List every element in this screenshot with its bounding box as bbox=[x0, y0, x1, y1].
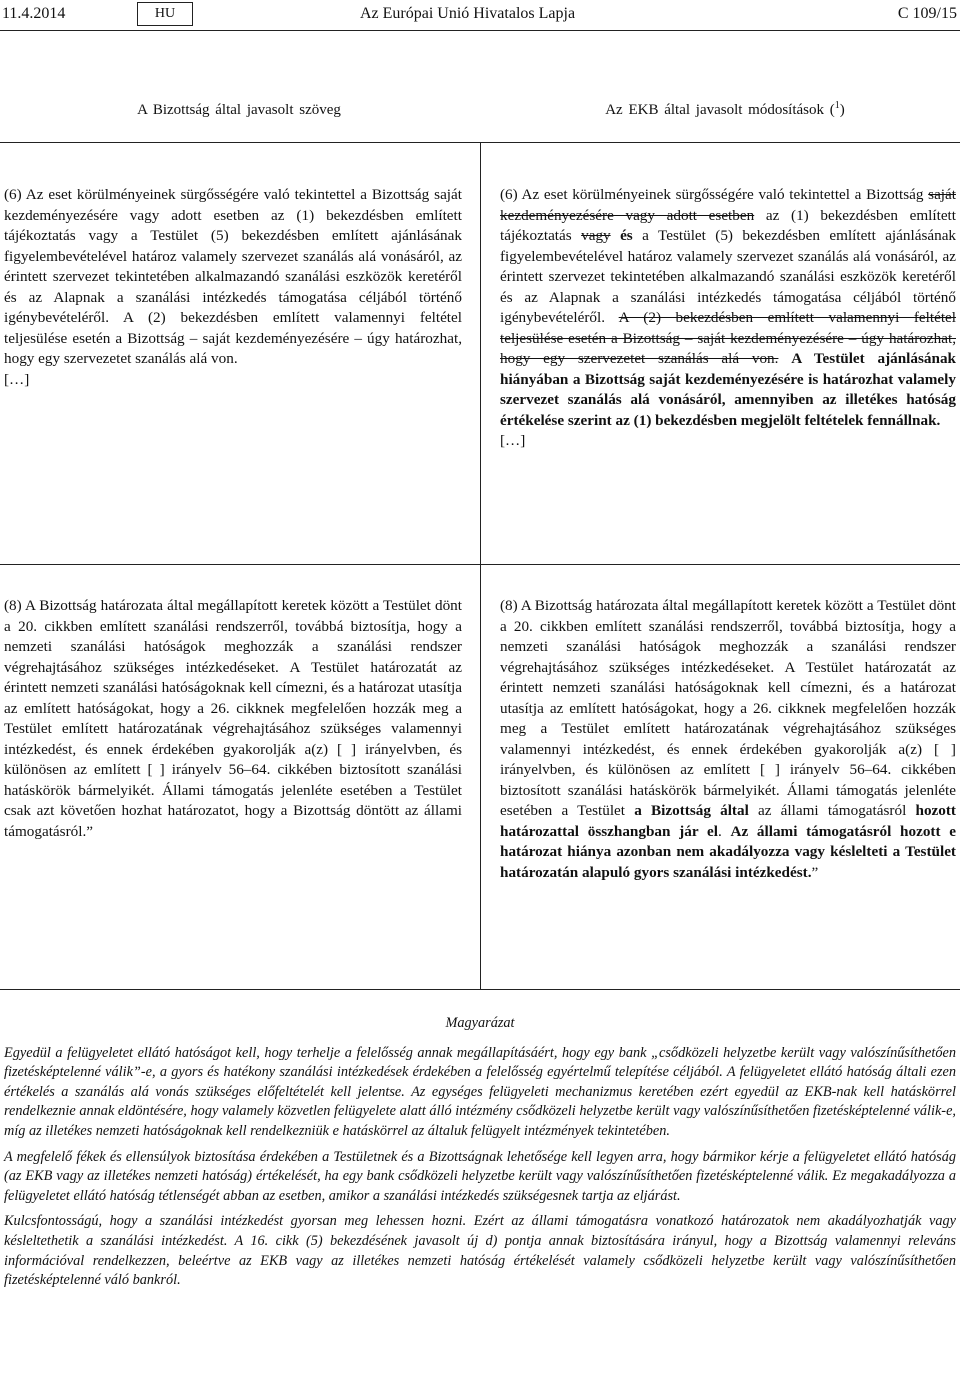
row1-right-ellipsis: […] bbox=[500, 432, 526, 449]
row1-right-deletion-1: saját kezdeményezésére vagy adott esetben bbox=[500, 186, 956, 224]
column-divider-1 bbox=[480, 142, 481, 564]
row2-right-cell bbox=[500, 596, 956, 883]
row2-left-cell bbox=[4, 596, 462, 842]
left-column-heading bbox=[4, 100, 474, 120]
row2-right-insertion-1: a Bizottság által bbox=[634, 802, 749, 819]
row2-left-text: (8) A Bizottság határozata által megállapított keretek között a Testület dönt a 20. cikkben említett szanálási rendszerről, továbbá biztosítja, hogy a nemzeti szanálási hatóságok meghozzák a szanálási rendszer végrehajtásához szükséges intézkedéseket. A Testület határozatát az érintett nemzeti szanálási hatóságoknak kell címezni, és a határozat utasítja az említett hatóságokat, hogy a 26. cikknek megfelelően hozzák meg a Testület említett határozatának végrehajtásához szükséges valamennyi intézkedést, és ennek érdekében gyakorolják a(z) [ ] irányelvben, és különösen az említett [ ] irányelv 56–64. cikkében biztosított szanálási hatáskörök bármelyikét. Állami támogatás jelenléte esetében a Testület csak azt követően hozhat határozatot, hogy a Bizottság döntött az állami támogatásról.” bbox=[4, 597, 462, 840]
footnote-ref[interactable]: 1 bbox=[834, 100, 840, 111]
row1-left-text: (6) Az eset körülményeinek sürgősségére való tekintettel a Bizottság saját kezdeményezésére vagy adott esetben az (1) bekezdésben említett tájékoztatás vagy a Testület (5) bekezdésben említett ajánlásának figyelembevételével határoz valamely szervezet szanálás alá vonásáról, az érintett szervezet tekintetében alkalmazandó szanálási eszközök keretéről és az Alapnak a szanálási intézkedés támogatása céljából történő igénybevételéről. A (2) bekezdésben említett valamennyi feltétel teljesülése esetén a Bizottság – saját kezdeményezésére – úgy határozhat, hogy egy szervezetet szanálás alá von. bbox=[4, 186, 462, 367]
row1-right-part-b: az (1) bekezdésben említett tájékoztatás bbox=[500, 206, 956, 244]
row1-right-insertion-2: A Testület ajánlásának hiányában a Bizottság saját kezdeményezésére is határozhat valamely szervezet szanálás alá vonásáról, amennyiben az illetékes hatóság értékelése szerint az (1) bekezdésben megjelölt feltételek fennállnak. bbox=[500, 350, 956, 429]
row2-right-insertion-2: hozott határozattal összhangban jár el bbox=[500, 802, 956, 840]
row2-right-insertion-3: Az állami támogatásról hozott e határozat hiánya azonban nem akadályozza vagy késlelteti a Testület határozatán alapuló gyors szanálási intézkedést. bbox=[500, 822, 956, 881]
row2-right-part-a: (8) A Bizottság határozata által megállapított keretek között a Testület dönt a 20. cikkben említett szanálási rendszerről, továbbá biztosítja, hogy a nemzeti szanálási hatóságok meghozzák a szanálási rendszer végrehajtásához szükséges intézkedéseket. A Testület határozatát az érintett nemzeti szanálási hatóságoknak kell címezni, és a határozat utasítja az említett hatóságokat, hogy a 26. cikknek megfelelően hozzák meg a Testület említett határozatának végrehajtásához szükséges valamennyi intézkedést, és ennek érdekében gyakorolják a(z) [ ] irányelvben, és különösen az említett [ ] irányelv 56–64. cikkében biztosított szanálási hatáskörök bármelyikét. Állami támogatás jelenléte esetében a Testület bbox=[500, 597, 956, 819]
column-divider-2 bbox=[480, 564, 481, 989]
explanation-paragraph-2: A megfelelő fékek és ellensúlyok biztosítása érdekében a Testületnek és a Bizottságnak lehetősége kell legyen arra, hogy bármikor kérje a felügyeletet ellátó hatóság (az EKB vagy az illetékes nemzeti hatóság) értékelését, ha egy bank csődközeli helyzetbe került vagy valószínűsíthetően fizetésképtelenné válik. Ez megakadályozza a felügyeletet ellátó hatóság tétlenségét abban az esetben, amikor a szanálási intézkedés szükségesnek tartja az eljárást. bbox=[4, 1148, 956, 1204]
language-badge: HU bbox=[137, 2, 193, 26]
explanation-paragraph-1: Egyedül a felügyeletet ellátó hatóságot kell, hogy terhelje a felelősség annak megállapításáért, hogy egy bank „csődközeli helyzetbe került vagy valószínűsíthetően fizetésképtelenné válik”-e, a gyors és hatékony szanálási intézkedések érdekében a felelősség egyértelmű telepítése céljából. A felügyeletet ellátó hatóság általi ezen értékelés a szanálás alá vonás szükséges előfeltételét kell jelentse. Az egységes felügyeleti mechanizmus keretében ezért egyedül az EKB-nak kell hatáskörrel rendelkeznie annak eldöntésére, hogy valamely közvetlen felügyelete alatt álló intézmény csődközeli helyzetbe került vagy valószínűsíthetően fizetésképtelenné válik-e, míg az illetékes nemzeti hatóságoknak kell rendelkezniük e hatáskörrel az általuk felügyelt intézmények tekintetében. bbox=[4, 1044, 956, 1139]
right-column-heading: Az EKB által javasolt módosítások ($^1$) bbox=[605, 100, 845, 118]
row1-right-part-c: a Testület (5) bekezdésben említett ajánlásának figyelembevételével határoz valamely szervezet szanálás alá vonásáról, az érintett szervezet tekintetében alkalmazandó szanálási eszközök keretéről és az Alapnak a szanálási intézkedés támogatása céljából történő igénybevételéről. bbox=[500, 227, 957, 326]
row2-right-closing-quote: ” bbox=[811, 863, 819, 881]
row1-right-cell bbox=[500, 185, 956, 452]
journal-title: Az Európai Unió Hivatalos Lapja bbox=[360, 5, 576, 22]
row1-right-insertion-1: és bbox=[620, 227, 633, 244]
explanation-paragraph-3: Kulcsfontosságú, hogy a szanálási intézkedést gyorsan meg lehessen hozni. Ezért az állami támogatásra vonatkozó határozatok nem akadályozhatják vagy késleltethetik a szanálási intézkedést. A 16. cikk (5) bekezdésének javasolt új d) pontja annak biztosítására irányul, hogy a Bizottság valamennyi releváns információval rendelkezzen, beleértve az EKB vagy az illetékes nemzeti hatóság értékelését valamely csődközeli helyzetbe került vagy valószínűsíthetően fizetésképtelenné váló bankról. bbox=[4, 1213, 956, 1289]
page-number: C 109/15 bbox=[897, 5, 957, 22]
header-rule bbox=[0, 30, 960, 31]
table-rule-3 bbox=[0, 989, 960, 990]
explanation-section bbox=[4, 1014, 956, 1297]
explanation-title: Magyarázat bbox=[445, 1015, 515, 1031]
right-column-heading-text: Az EKB által javasolt módosítások bbox=[605, 102, 825, 118]
row2-right-part-c: . bbox=[717, 822, 722, 840]
row2-right-part-b: az állami támogatásról bbox=[758, 802, 907, 819]
row1-right-part-a: (6) Az eset körülményeinek sürgősségére való tekintettel a Bizottság bbox=[500, 186, 924, 203]
row2-right-text bbox=[500, 596, 956, 883]
row1-left-ellipsis: […] bbox=[4, 370, 30, 388]
left-column-heading-text: A Bizottság által javasolt szöveg bbox=[137, 102, 341, 118]
journal-header bbox=[0, 2, 960, 28]
row1-left-cell bbox=[4, 185, 462, 390]
row1-right-text bbox=[500, 185, 956, 431]
row1-right-deletion-2: vagy bbox=[581, 227, 611, 244]
row1-right-deletion-3: A (2) bekezdésben említett valamennyi feltétel teljesülése esetén a Bizottság – saját kezdeményezésére – úgy határozhat, hogy egy szervezetet szanálás alá von. bbox=[500, 309, 956, 367]
publication-date: 11.4.2014 bbox=[2, 5, 66, 22]
